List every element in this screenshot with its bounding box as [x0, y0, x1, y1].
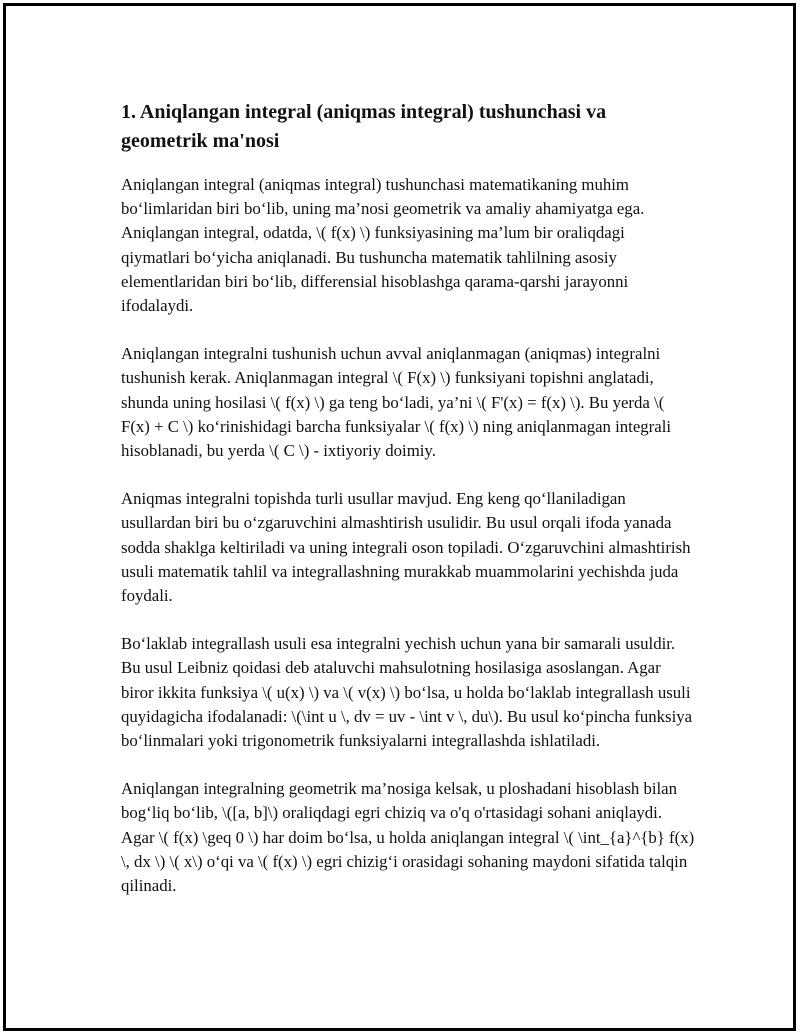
paragraph-3: Aniqmas integralni topishda turli usullar mavjud. Eng keng qo‘llaniladigan usullardan biri bu o‘zgaruvchini almashtirish usulidir. Bu usul orqali ifoda yanada sodda shaklga keltiriladi va uning integrali oson topiladi. O‘zgaruvchini almashtirish usuli matematik tahlil va integrallashning murakkab muammolarini yechishda juda foydali.	[121, 489, 691, 606]
page-frame	[3, 3, 796, 1031]
section-heading: 1. Aniqlangan integral (aniqmas integral) tushunchasi va geometrik ma'nosi	[121, 101, 607, 152]
document-body	[121, 98, 696, 922]
paragraph-2: Aniqlangan integralni tushunish uchun avval aniqlanmagan (aniqmas) integralni tushunish kerak. Aniqlanmagan integral \( F(x) \) funksiyani topishni anglatadi, shunda uning hosilasi \( f(x) \) ga teng bo‘ladi, ya’ni \( F'(x) = f(x) \). Bu yerda \( F(x) + C \) ko‘rinishidagi barcha funksiyalar \( f(x) \) ning aniqlanmagan integrali hisoblanadi, bu yerda \( C \) - ixtiyoriy doimiy.	[121, 344, 672, 461]
paragraph-4: Bo‘laklab integrallash usuli esa integralni yechish uchun yana bir samarali usuldir. Bu usul Leibniz qoidasi deb ataluvchi mahsulotning hosilasiga asoslangan. Agar biror ikkita funksiya \( u(x) \) va \( v(x) \) bo‘lsa, u holda bo‘laklab integrallash usuli quyidagicha ifodalanadi: \(\int u \, dv = uv - \int v \, du\). Bu usul ko‘pincha funksiya bo‘linmalari yoki trigonometrik funksiyalarni integrallashda ishlatiladi.	[121, 634, 693, 751]
paragraph-1: Aniqlangan integral (aniqmas integral) tushunchasi matematikaning muhim bo‘limlaridan biri bo‘lib, uning ma’nosi geometrik va amaliy ahamiyatga ega. Aniqlangan integral, odatda, \( f(x) \) funksiyasining ma’lum bir oraliqdagi qiymatlari bo‘yicha aniqlanadi. Bu tushuncha matematik tahlilning asosiy elementlaridan biri bo‘lib, differensial hisoblashga qarama-qarshi jarayonni ifodalaydi.	[121, 175, 645, 316]
paragraph-5: Aniqlangan integralning geometrik ma’nosiga kelsak, u ploshadani hisoblash bilan bog‘liq bo‘lib, \([a, b]\) oraliqdagi egri chiziq va o'q o'rtasidagi sohani aniqlaydi. Agar \( f(x) \geq 0 \) har doim bo‘lsa, u holda aniqlangan integral \( \int_{a}^{b} f(x) \, dx \) \( x\) o‘qi va \( f(x) \) egri chizig‘i orasidagi sohaning maydoni sifatida talqin qilinadi.	[121, 779, 695, 896]
